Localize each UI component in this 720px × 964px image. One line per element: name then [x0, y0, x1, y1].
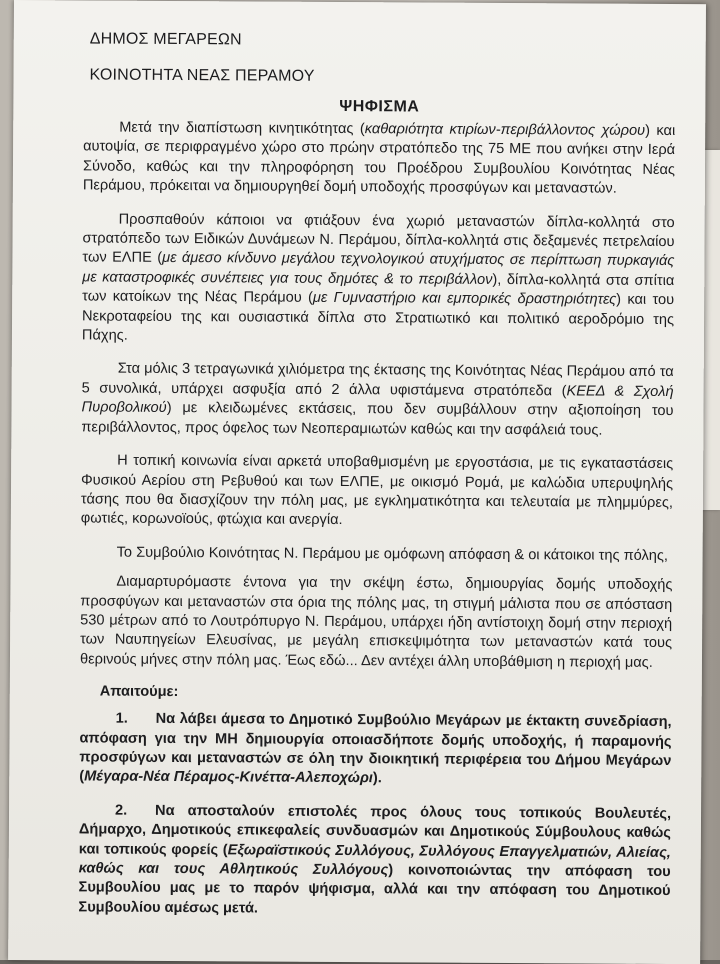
document-body	[78, 28, 676, 935]
community-heading: ΚΟΙΝΟΤΗΤΑ ΝΕΑΣ ΠΕΡΑΜΟΥ	[89, 66, 315, 85]
document-page	[8, 0, 706, 964]
paragraph-6: Διαμαρτυρόμαστε έντονα για την σκέψη έστω, δημιουργίας δομής υποδοχής προσφύγων και μεταναστών στα όρια της πόλης μας, τη στιγμή μάλιστα που σε απόσταση 530 μέτρων από το Λουτρόπυργο Ν. Περάμου, υπάρχει ήδη αντίστοιχη δομή στην περιοχή των Ναυπηγείων Ελευσίνας, με μεγάλη επισκεψιμότητα των μεταναστών κατά τους θερινούς μήνες στην πόλη μας. Έως εδώ... Δεν αντέχει άλλη υποβάθμιση η περιοχή μας.	[79, 573, 673, 671]
demand-item-1: 1. Να λάβει άμεσα το Δημοτικό Συμβούλιο Μεγάρων με έκτακτη συνεδρίαση, απόφαση για την ΜΗ δημιουργία οποιασδήποτε δομής υποδοχής, ή παραμονής προσφύγων και μεταναστών σε όλη την διοικητική περιφέρεια του Δήμου Μεγάρων (Μέγαρα-Νέα Πέραμος-Κινέττα-Αλεποχώρι).	[79, 710, 672, 787]
paragraph-1: Μετά την διαπίστωση κινητικότητας (καθαριότητα κτιρίων-περιβάλλοντος χώρου) και αυτοψία, σε περιφραγμένο χώρο στο πρώην στρατόπεδο της 75 ΜΕ που ανήκει στην Ιερά Σύνοδο, καθώς και την πληροφόρηση του Προέδρου Συμβουλίου Κοινότητας Νέας Περάμου, πρόκειται να δημιουργηθεί δομή υποδοχής προσφύγων και μεταναστών.	[82, 119, 676, 197]
paragraph-4: Η τοπική κοινωνία είναι αρκετά υποβαθμισμένη με εργοστάσια, με τις εγκαταστάσεις Φυσικού Αερίου στη Ρεβυθού και των ΕΛΠΕ, με οικισμό Ρομά, με καλώδια υπερυψηλής τάσης που θα διασχίζουν την πόλη μας, με εγκληματικότητα και τελευταία με πλημμύρες, φωτιές, κορωνοϊούς, φτώχια και ανεργία.	[80, 452, 674, 529]
document-title: ΨΗΦΙΣΜΑ	[339, 97, 420, 116]
municipality-heading: ΔΗΜΟΣ ΜΕΓΑΡΕΩΝ	[89, 30, 242, 49]
demands-heading: Απαιτούμε:	[99, 683, 179, 701]
paragraph-2: Προσπαθούν κάποιοι να φτιάξουν ένα χωριό μεταναστών δίπλα-κολλητά στο στρατόπεδο των Ειδικών Δυνάμεων Ν. Περάμου, δίπλα-κολλητά στις δεξαμενές πετρελαίου των ΕΛΠΕ (με άμεσο κίνδυνο μεγάλου τεχνολογικού ατυχήματος σε περίπτωση πυρκαγιάς με καταστροφικές συνέπειες για τους δημότες & το περιβάλλον), δίπλα-κολλητά στα σπίτια των κατοίκων της Νέας Περάμου (με Γυμναστήριο και εμπορικές δραστηριότητες) και του Νεκροταφείου της και ουσιαστικά δίπλα στο Στρατιωτικό και πολιτικό αεροδρόμιο της Πάχης.	[81, 211, 675, 344]
paragraph-3: Στα μόλις 3 τετραγωνικά χιλιόμετρα της έκτασης της Κοινότητας Νέας Περάμου από τα 5 συνολικά, υπάρχει ασφυξία από 2 άλλα υφιστάμενα στρατόπεδα (ΚΕΕΔ & Σχολή Πυροβολικού) με κλειδωμένες εκτάσεις, που δεν συμβάλλουν στην αξιοποίηση του περιβάλλοντος, προς όφελος των Νεοπεραμιωτών καθώς και την ασφάλειά τους.	[81, 361, 674, 439]
paragraph-5: Το Συμβούλιο Κοινότητας Ν. Περάμου με ομόφωνη απόφαση & οι κάτοικοι της πόλης,	[116, 544, 669, 564]
demand-item-2: 2. Να αποσταλούν επιστολές προς όλους τους τοπικούς Βουλευτές, Δήμαρχο, Δημοτικούς επικεφαλείς συνδυασμών και Δημοτικούς Σύμβουλους καθώς και τοπικούς φορείς (Εξωραϊστικούς Συλλόγους, Συλλόγους Επαγγελματιών, Αλιείας, καθώς και τους Αθλητικούς Συλλόγους) κοινοποιώντας την απόφαση του Συμβουλίου μας με το παρόν ψήφισμα, αλλά και την απόφαση του Δημοτικού Συμβουλίου αμέσως μετά.	[78, 802, 672, 917]
